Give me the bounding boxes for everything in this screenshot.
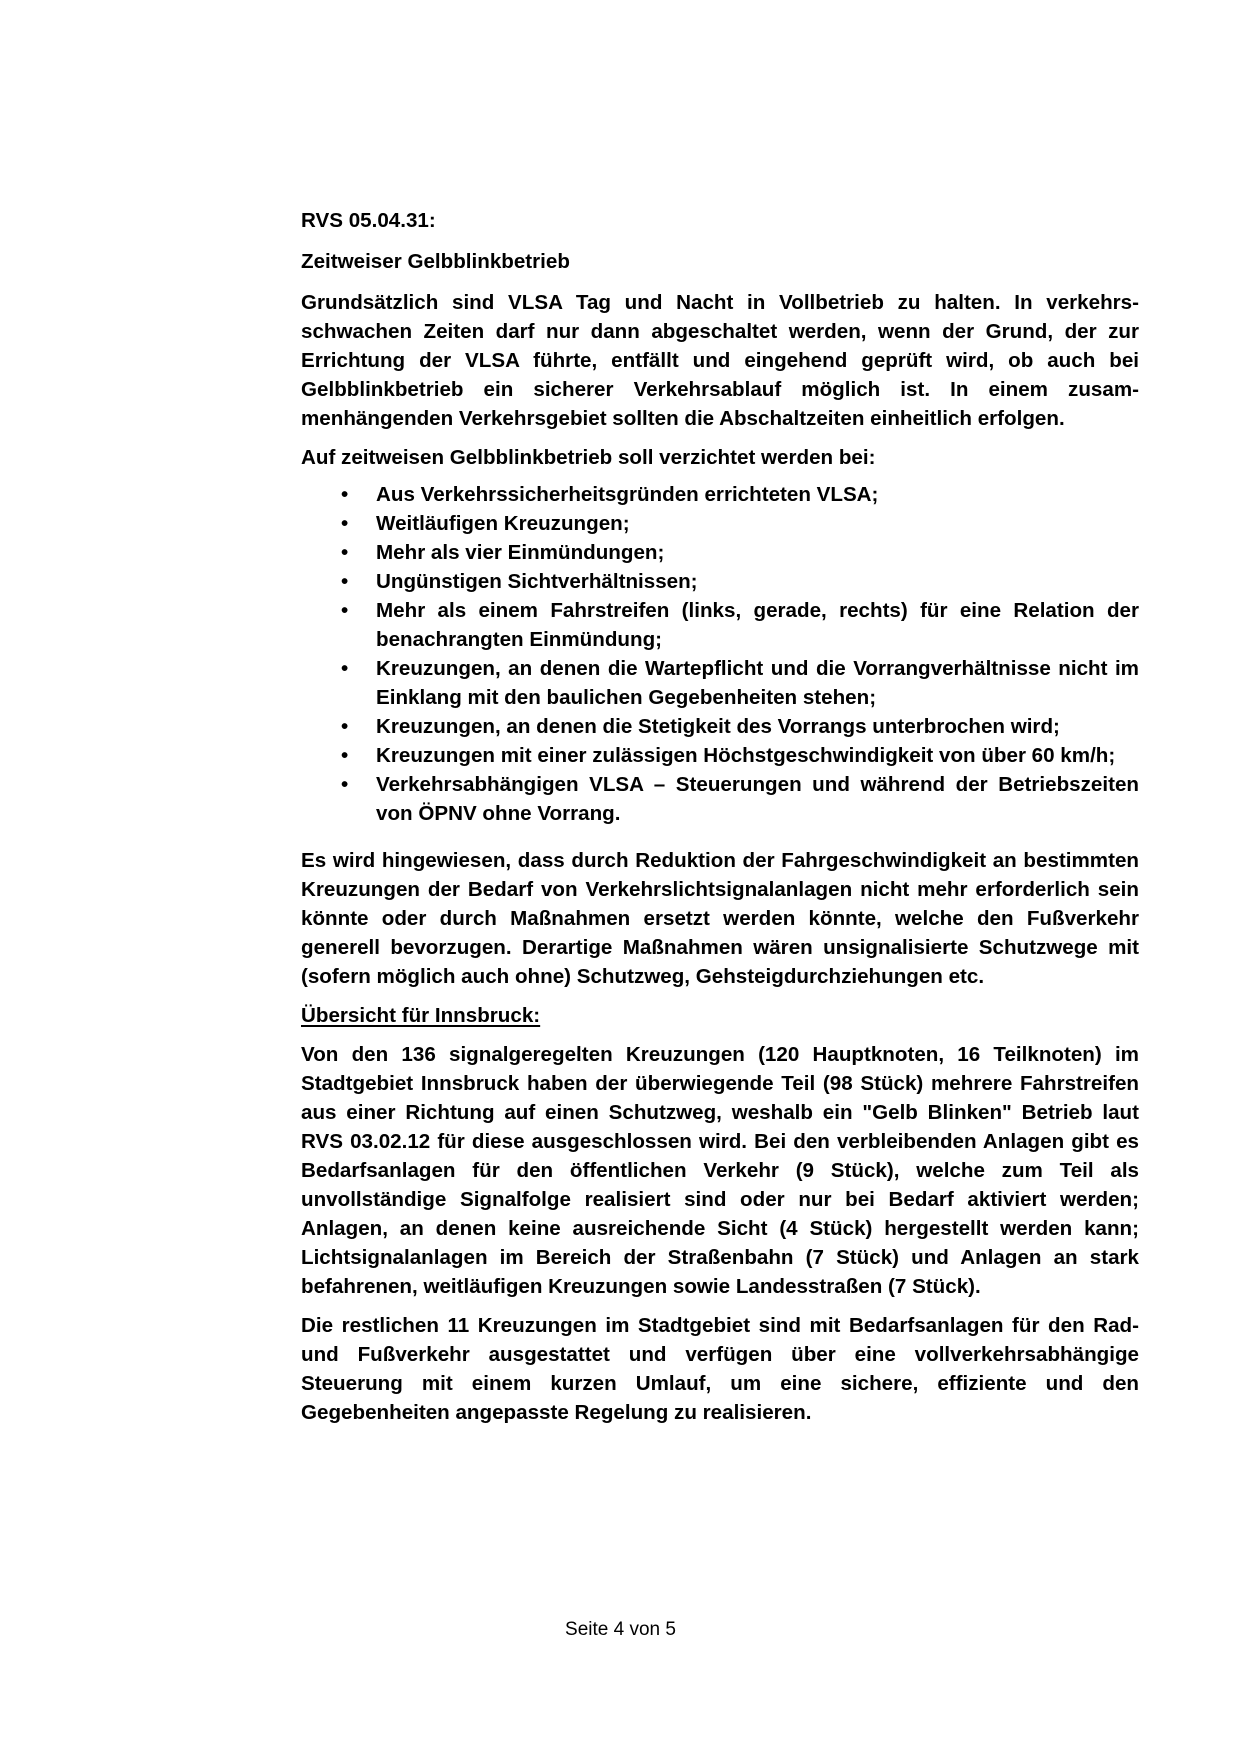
list-item — [301, 538, 1139, 567]
list-item — [301, 480, 1139, 509]
list-item-text: Weitläufigen Kreuzungen; — [376, 512, 630, 535]
list-item-text: Mehr als vier Einmündungen; — [376, 541, 665, 564]
list-item — [301, 654, 1139, 712]
document-reference: RVS 05.04.31: — [301, 209, 436, 232]
document-body — [301, 206, 1139, 1437]
remaining-intersections-paragraph: Die restlichen 11 Kreuzungen im Stadtgebiet sind mit Bedarfsanlagen für den Rad- und Fußverkehr ausgestattet und verfügen über eine vollverkehrsabhängige Steuerung mit einem kurzen Umlauf, um eine sichere, effiziente und den Gegebenheiten angepasste Regelung zu realisieren. — [301, 1314, 1139, 1424]
list-item-text: Ungünstigen Sichtverhältnissen; — [376, 570, 698, 593]
bullet-icon: • — [341, 570, 349, 593]
list-item-text: Mehr als einem Fahrstreifen (links, gerade, rechts) für eine Relation der benachrangten Einmündung; — [376, 599, 1139, 651]
bullet-icon: • — [341, 512, 349, 535]
list-intro: Auf zeitweisen Gelbblinkbetrieb soll verzichtet werden bei: — [301, 446, 876, 469]
list-item — [301, 596, 1139, 654]
bullet-icon: • — [341, 773, 349, 796]
overview-heading-row — [301, 1001, 1139, 1030]
list-item — [301, 567, 1139, 596]
bullet-icon: • — [341, 715, 349, 738]
bullet-icon: • — [341, 599, 349, 622]
bullet-icon: • — [341, 744, 349, 767]
exclusion-list — [301, 480, 1139, 828]
section-title: Zeitweiser Gelbblinkbetrieb — [301, 250, 570, 273]
list-item — [301, 712, 1139, 741]
bullet-icon: • — [341, 657, 349, 680]
list-item-text: Verkehrsabhängigen VLSA – Steuerungen und während der Betriebszeiten von ÖPNV ohne Vorrang. — [376, 773, 1139, 825]
list-item-text: Aus Verkehrssicherheitsgründen errichteten VLSA; — [376, 483, 879, 506]
list-item-text: Kreuzungen, an denen die Wartepflicht und die Vorrangverhältnisse nicht im Einklang mit den baulichen Gegebenheiten stehen; — [376, 657, 1139, 709]
list-item-text: Kreuzungen, an denen die Stetigkeit des Vorrangs unterbrochen wird; — [376, 715, 1060, 738]
intro-paragraph: Grundsätzlich sind VLSA Tag und Nacht in Vollbetrieb zu halten. In verkehrsschwachen Zeiten darf nur dann abgeschaltet werden, wenn der Grund, der zur Errichtung der VLSA führte, entfällt und eingehend geprüft wird, ob auch bei Gelbblinkbetrieb ein sicherer Verkehrsablauf möglich ist. In einem zusammenhängenden Verkehrsgebiet sollten die Abschaltzeiten einheitlich erfolgen. — [301, 291, 1139, 430]
bullet-icon: • — [341, 541, 349, 564]
list-item-text: Kreuzungen mit einer zulässigen Höchstgeschwindigkeit von über 60 km/h; — [376, 744, 1116, 767]
innsbruck-overview-paragraph: Von den 136 signalgeregelten Kreuzungen (120 Hauptknoten, 16 Teilknoten) im Stadtgebiet Innsbruck haben der überwiegende Teil (98 Stück) mehrere Fahrstreifen aus einer Richtung auf einen Schutzweg, weshalb ein "Gelb Blinken" Betrieb laut RVS 03.02.12 für diese ausgeschlossen wird. Bei den verbleibenden Anlagen gibt es Bedarfsanlagen für den öffentlichen Verkehr (9 Stück), welche zum Teil als unvollständige Signalfolge realisiert sind oder nur bei Bedarf aktiviert werden; Anlagen, an denen keine ausreichende Sicht (4 Stück) hergestellt werden kann; Lichtsignalanlagen im Bereich der Straßenbahn (7 Stück) und Anlagen an stark befahrenen, weitläufigen Kreuzungen sowie Landesstraßen (7 Stück). — [301, 1043, 1139, 1298]
overview-heading: Übersicht für Innsbruck: — [301, 1004, 541, 1027]
list-item — [301, 509, 1139, 538]
list-item — [301, 741, 1139, 770]
bullet-icon: • — [341, 483, 349, 506]
speed-reduction-paragraph: Es wird hingewiesen, dass durch Reduktion der Fahrgeschwindigkeit an bestimmten Kreuzungen der Bedarf von Verkehrslichtsignalanlagen nicht mehr erforderlich sein könnte oder durch Maßnahmen ersetzt werden könnte, welche den Fußverkehr generell bevorzugen. Derartige Maßnahmen wären unsignalisierte Schutzwege mit (sofern möglich auch ohne) Schutzweg, Gehsteigdurchziehungen etc. — [301, 849, 1139, 988]
list-item — [301, 770, 1139, 828]
page-number: Seite 4 von 5 — [565, 1619, 676, 1640]
